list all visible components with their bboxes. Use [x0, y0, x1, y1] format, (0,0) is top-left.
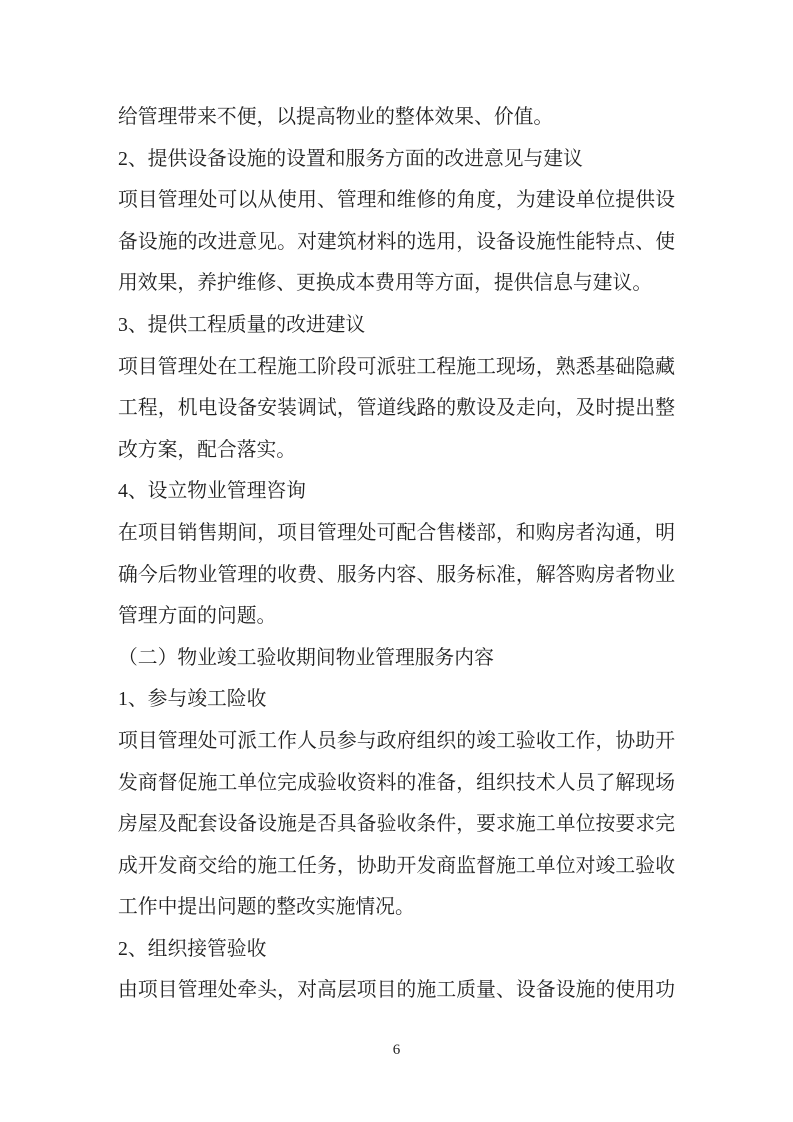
paragraph-line: 管理方面的问题。 — [118, 605, 277, 628]
heading-line: 2、提供设备设施的设置和服务方面的改进意见与建议 — [118, 147, 583, 170]
heading-line: 1、参与竣工险收 — [118, 688, 267, 711]
paragraph-line: 备设施的改进意见。对建筑材料的选用，设备设施性能特点、使 — [118, 230, 675, 253]
paragraph-line: 工作中提出问题的整改实施情况。 — [118, 896, 415, 919]
paragraph-line: 确今后物业管理的收费、服务内容、服务标准，解答购房者物业 — [118, 563, 675, 586]
paragraph-line: 改方案，配合落实。 — [118, 438, 297, 461]
section-heading-line: （二）物业竣工验收期间物业管理服务内容 — [118, 646, 494, 669]
paragraph-line: 发商督促施工单位完成验收资料的准备，组织技术人员了解现场 — [118, 771, 675, 794]
heading-line: 4、设立物业管理咨询 — [118, 480, 306, 503]
document-body — [118, 97, 675, 1012]
paragraph-line: 成开发商交给的施工任务，协助开发商监督施工单位对竣工验收 — [118, 854, 675, 877]
paragraph-line: 用效果，养护维修、更换成本费用等方面，提供信息与建议。 — [118, 272, 653, 295]
paragraph-line: 项目管理处可派工作人员参与政府组织的竣工验收工作，协助开 — [118, 729, 675, 752]
paragraph-line: 给管理带来不便，以提高物业的整体效果、价值。 — [118, 106, 554, 128]
page-number: 6 — [392, 1042, 401, 1058]
paragraph-line: 项目管理处在工程施工阶段可派驻工程施工现场，熟悉基础隐藏 — [118, 355, 675, 378]
paragraph-line: 由项目管理处牵头，对高层项目的施工质量、设备设施的使用功 — [118, 979, 675, 1002]
paragraph-line: 在项目销售期间，项目管理处可配合售楼部，和购房者沟通，明 — [118, 521, 675, 544]
paragraph-line: 房屋及配套设备设施是否具备验收条件，要求施工单位按要求完 — [118, 813, 675, 836]
paragraph-line: 工程，机电设备安装调试，管道线路的敷设及走向，及时提出整 — [118, 397, 675, 420]
heading-line: 2、组织接管验收 — [118, 937, 267, 960]
heading-line: 3、提供工程质量的改进建议 — [118, 313, 366, 336]
paragraph-line: 项目管理处可以从使用、管理和维修的角度，为建设单位提供设 — [118, 189, 675, 212]
